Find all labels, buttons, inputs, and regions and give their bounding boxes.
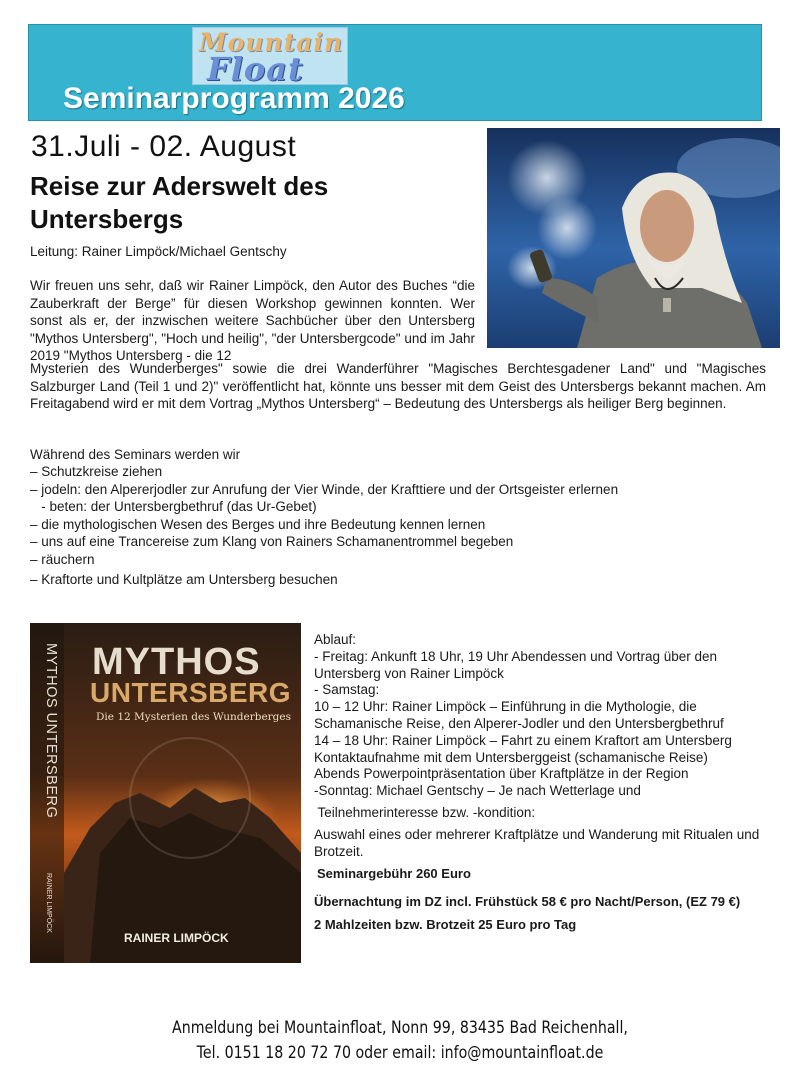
schedule-line: Teilnehmerinteresse bzw. -kondition:: [314, 804, 536, 820]
schedule-line: - Freitag: Ankunft 18 Uhr, 19 Uhr Abendessen und Vortrag über den Untersberg von Rainer Limpöck: [314, 648, 718, 681]
program-item: – die mythologischen Wesen des Berges und ihre Bedeutung kennen lernen: [30, 516, 486, 532]
intro-text-bottom: Mysterien des Wunderberges" sowie die drei Wanderführer "Magisches Berchtesgadener Land" und "Magisches Salzburger Land (Teil 1 und 2)" veröffentlicht hat, könnte uns besser mit dem Geist des Untersbergs bekannt machen. Am Freitagabend wird er mit dem Vortrag „Mythos Untersberg“ – Bedeutung des Untersbergs als heiliger Berg beginnen.: [30, 361, 766, 411]
schedule-line: - Samstag:: [314, 682, 380, 698]
schedule-line: Auswahl eines oder mehrerer Kraftplätze und Wanderung mit Ritualen und Brotzeit.: [314, 826, 760, 859]
book-title-2: UNTERSBERG: [90, 677, 292, 708]
event-date: 31.Juli - 02. August: [31, 130, 297, 163]
book-title-1: MYTHOS: [92, 641, 261, 683]
program-item: – räuchern: [30, 551, 95, 567]
meals-price: 2 Mahlzeiten bzw. Brotzeit 25 Euro pro Tag: [314, 916, 577, 932]
page-title: Seminarprogramm 2026: [63, 82, 405, 115]
schedule-line: 14 – 18 Uhr: Rainer Limpöck – Fahrt zu einem Kraftort am Untersberg Kontaktaufnahme mit dem Untersberggeist (schamanische Reise): [314, 732, 732, 765]
footer-contact: [56, 1015, 744, 1065]
event-leitung: Leitung: Rainer Limpöck/Michael Gentschy: [30, 244, 287, 259]
seminar-fee: Seminargebühr 260 Euro: [317, 866, 471, 882]
logo-line-2: Float: [207, 50, 304, 85]
presenter-photo-graphic: [487, 128, 780, 348]
program-item: – jodeln: den Alpererjodler zur Anrufung der Vier Winde, der Krafttiere und der Ortsgeister erlernen: [30, 481, 619, 497]
book-author: RAINER LIMPÖCK: [124, 931, 229, 945]
program-item: – uns auf eine Trancereise zum Klang von Rainers Schamanentrommel begeben: [30, 534, 514, 549]
schedule-line: -Sonntag: Michael Gentschy – Je nach Wetterlage und: [314, 783, 641, 799]
book-spine-author-text: RAINER LIMPÖCK: [45, 873, 52, 933]
footer-line-1: Anmeldung bei Mountainfloat, Nonn 99, 83435 Bad Reichenhall,: [172, 1018, 628, 1037]
book-spine-title: [37, 643, 57, 843]
book-spine-author: [38, 873, 52, 963]
intro-text-top: Wir freuen uns sehr, daß wir Rainer Limpöck, den Autor des Buches “die Zauberkraft der Berge” für diesen Workshop gewinnen konnten. Wer sonst als er, der inzwischen weitere Sachbücher über den Untersberg "Mythos Untersberg", "Hoch und heilig", "der Untersbergcode" und im Jahr 2019 "Mythos Untersberg - die 12: [30, 278, 475, 363]
schedule: [314, 632, 774, 934]
schedule-line: Abends Powerpointpräsentation über Kraftplätze in der Region: [314, 766, 689, 782]
mountainfloat-logo: [192, 27, 348, 85]
book-subtitle: Die 12 Mysterien des Wunderberges: [96, 711, 292, 723]
book-cover: [30, 623, 301, 963]
program-item: - beten: der Untersbergbethruf (das Ur-Gebet): [30, 499, 317, 514]
program-intro: Während des Seminars werden wir: [30, 447, 241, 462]
program-item: – Kraftorte und Kultplätze am Untersberg besuchen: [30, 572, 338, 587]
logo-line-1: Mountain: [199, 28, 344, 57]
schedule-heading: Ablauf:: [314, 632, 357, 647]
footer-line-2: Tel. 0151 18 20 72 70 oder email: info@mountainfloat.de: [196, 1043, 604, 1062]
overnight-price: Übernachtung im DZ incl. Frühstück 58 € pro Nacht/Person, (EZ 79 €): [314, 894, 741, 910]
schedule-line: 10 – 12 Uhr: Rainer Limpöck – Einführung in die Mythologie, die Schamanische Reise, den Alperer-Jodler und den Untersbergbethruf: [314, 699, 724, 731]
book-spine-text: MYTHOS UNTERSBERG: [43, 643, 59, 819]
presenter-photo: [487, 128, 780, 348]
event-title: Reise zur Aderswelt des Untersbergs: [30, 171, 329, 234]
program-list: [30, 463, 618, 589]
program-item: – Schutzkreise ziehen: [30, 464, 163, 479]
